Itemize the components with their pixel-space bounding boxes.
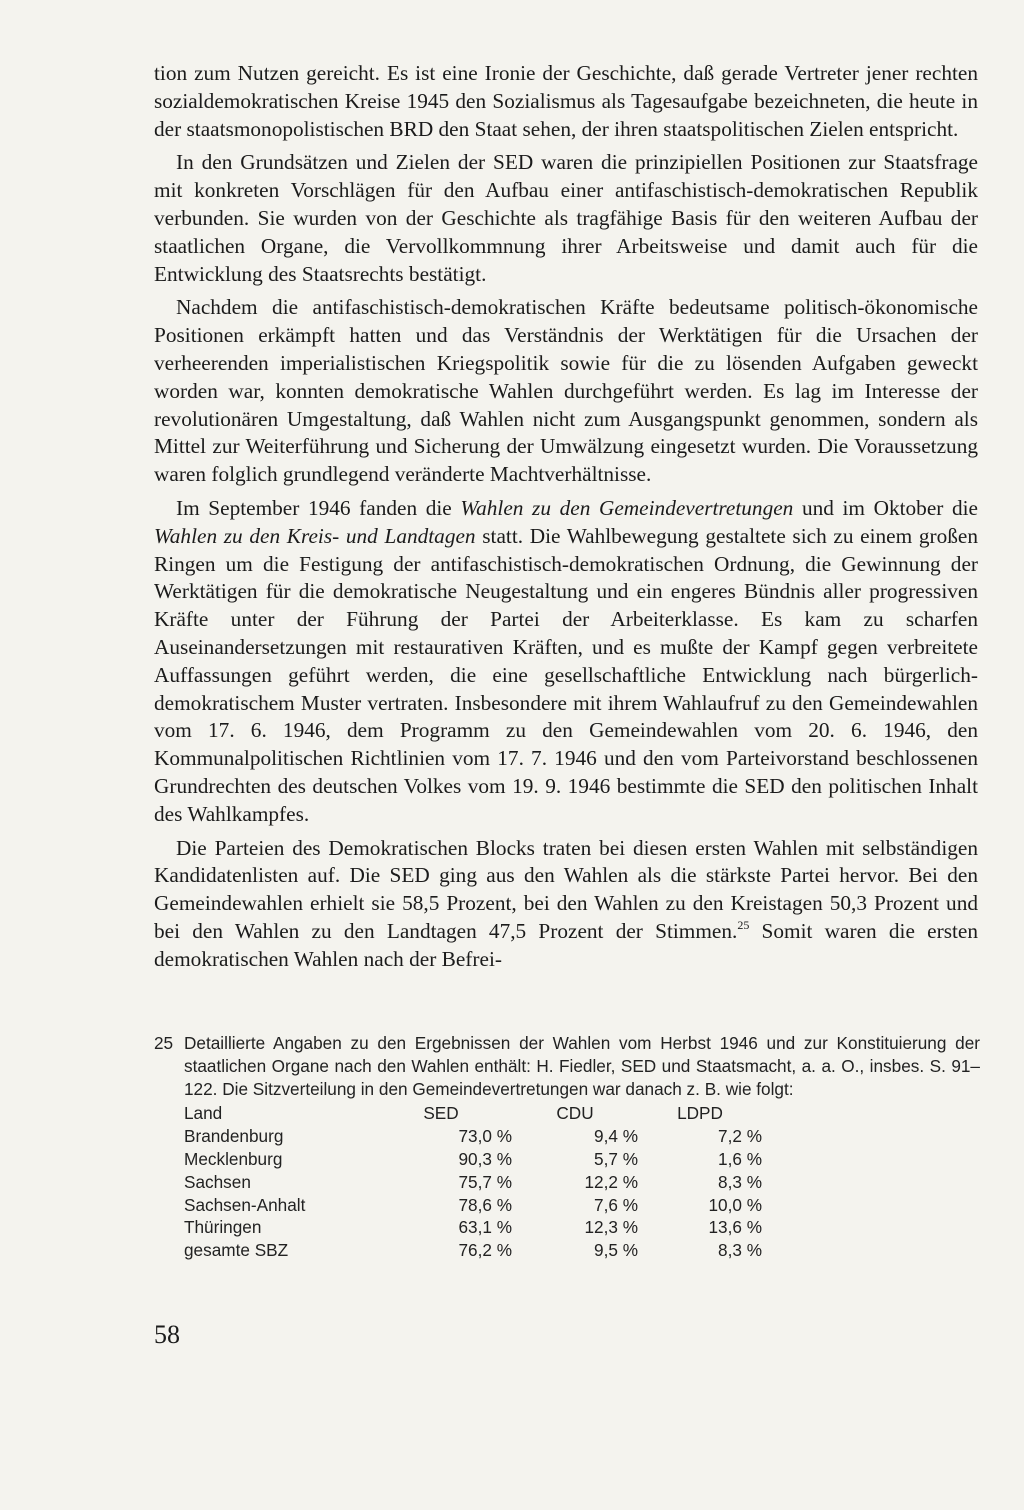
cell-sed: 63,1 %	[458, 1217, 512, 1238]
cell-sed: 76,2 %	[458, 1240, 512, 1261]
main-text	[154, 60, 978, 974]
cell-land: Mecklenburg	[184, 1148, 283, 1169]
cell-ldpd: 10,0 %	[708, 1194, 762, 1215]
paragraph-5-tail: Somit waren die ersten demokratischen Wahlen nach der Befrei-	[154, 918, 978, 971]
paragraph-5	[154, 835, 978, 974]
cell-cdu: 9,4 %	[594, 1126, 638, 1147]
cell-sed: 73,0 %	[458, 1126, 512, 1147]
table-row	[184, 1194, 762, 1217]
paragraph-4-italic-1: Wahlen zu den Gemeindevertretungen	[460, 495, 794, 520]
page-number: 58	[154, 1320, 180, 1349]
paragraph-4-text-1: Im September 1946 fanden die	[176, 495, 461, 520]
paragraph-5-text: Die Parteien des Demokratischen Blocks traten bei diesen ersten Wahlen mit selbständigen Kandidatenlisten auf. Die SED ging aus den Wahlen als die stärkste Partei hervor. Bei den Gemeindewahlen erhielt sie 58,5 Prozent, bei den Wahlen zu den Kreistagen 50,3 Prozent und bei den Wahlen zu den Landtagen 47,5 Prozent der Stimmen.	[154, 835, 978, 943]
cell-sed: 90,3 %	[458, 1148, 512, 1169]
table-row	[184, 1125, 762, 1148]
cell-land: gesamte SBZ	[184, 1240, 289, 1261]
cell-cdu: 7,6 %	[594, 1194, 638, 1215]
footnote-25	[154, 1032, 980, 1262]
cell-ldpd: 1,6 %	[718, 1148, 762, 1169]
cell-land: Brandenburg	[184, 1126, 284, 1147]
cell-cdu: 9,5 %	[594, 1240, 638, 1261]
header-cdu: CDU	[556, 1103, 594, 1124]
table-row	[184, 1216, 762, 1239]
footnote-number: 25	[154, 1033, 174, 1053]
cell-ldpd: 8,3 %	[718, 1171, 762, 1192]
header-land: Land	[184, 1103, 223, 1124]
seat-distribution-table	[184, 1102, 762, 1262]
table-header-row	[184, 1102, 762, 1125]
cell-cdu: 5,7 %	[594, 1148, 638, 1169]
cell-ldpd: 7,2 %	[718, 1126, 762, 1147]
table-row	[184, 1239, 762, 1262]
cell-sed: 75,7 %	[458, 1171, 512, 1192]
cell-cdu: 12,3 %	[584, 1217, 638, 1238]
cell-land: Thüringen	[184, 1217, 262, 1238]
table-row	[184, 1171, 762, 1194]
paragraph-4	[154, 495, 978, 829]
cell-sed: 78,6 %	[458, 1194, 512, 1215]
table-row	[184, 1148, 762, 1171]
cell-ldpd: 13,6 %	[708, 1217, 762, 1238]
header-ldpd: LDPD	[677, 1103, 723, 1124]
cell-cdu: 12,2 %	[584, 1171, 638, 1192]
paragraph-4-text-3: statt. Die Wahlbewegung gestaltete sich zu einem großen Ringen um die Festigung der antifaschistisch-demokratischen Ordnung, die Gewinnung der Werktätigen für die demokratische Neugestaltung und ein engeres Bündnis aller progressiven Kräfte unter der Führung der Partei der Arbeiterklasse. Es kam zu scharfen Auseinandersetzungen mit restaurativen Kräften, und es mußte der Kampf gegen verbreitete Auffassungen geführt werden, die eine gesellschaftliche Entwicklung nach bürgerlich-demokratischem Muster vertraten. Insbesondere mit ihrem Wahlaufruf zu den Gemeindewahlen vom 17. 6. 1946, dem Programm zu den Gemeindewahlen vom 20. 6. 1946, den Kommunalpolitischen Richtlinien vom 17. 7. 1946 und den vom Parteivorstand beschlossenen Grundrechten des deutschen Volkes vom 19. 9. 1946 bestimmte die SED den politischen Inhalt des Wahlkampfes.	[154, 523, 978, 826]
cell-land: Sachsen-Anhalt	[184, 1194, 306, 1215]
paragraph-3: Nachdem die antifaschistisch-demokratischen Kräfte bedeutsame politisch-ökonomische Positionen erkämpft hatten und das Verständnis der Werktätigen für die Ursachen der verheerenden imperialistischen Kriegspolitik sowie für die zu lösenden Aufgaben geweckt worden war, konnten demokratische Wahlen durchgeführt werden. Es lag im Interesse der revolutionären Umgestaltung, daß Wahlen nicht zum Ausgangspunkt genommen, sondern als Mittel zur Weiterführung und Sicherung der Umwälzung eingesetzt wurden. Die Voraussetzung waren folglich grundlegend veränderte Machtverhältnisse.	[154, 295, 978, 487]
paragraph-4-italic-2: Wahlen zu den Kreis- und Landtagen	[154, 523, 476, 548]
paragraph-2: In den Grundsätzen und Zielen der SED waren die prinzipiellen Positionen zur Staatsfrage mit konkreten Vorschlägen für den Aufbau einer antifaschistisch-demokratischen Republik verbunden. Sie wurden von der Geschichte als tragfähige Basis für den weiteren Aufbau der staatlichen Organe, die Vervollkommnung ihrer Arbeitsweise und damit auch für die Entwicklung des Staatsrechts bestätigt.	[154, 150, 978, 286]
header-sed: SED	[423, 1103, 459, 1124]
footnote-text: Detaillierte Angaben zu den Ergebnissen der Wahlen vom Herbst 1946 und zur Konstituierung der staatlichen Organe nach den Wahlen enthält: H. Fiedler, SED und Staatsmacht, a. a. O., insbes. S. 91–122. Die Sitzverteilung in den Gemeindevertretungen war danach z. B. wie folgt:	[184, 1033, 980, 1099]
footnote-reference: 25	[737, 917, 750, 932]
paragraph-1: tion zum Nutzen gereicht. Es ist eine Ironie der Geschichte, daß gerade Vertreter jener rechten sozialdemokratischen Kreise 1945 den Sozialismus als Tagesaufgabe bezeichneten, die heute in der staatsmonopolistischen BRD den Staat sehen, der ihren staatspolitischen Zielen entspricht.	[154, 61, 978, 141]
cell-land: Sachsen	[184, 1171, 251, 1192]
cell-ldpd: 8,3 %	[718, 1240, 762, 1261]
paragraph-4-text-2: und im Oktober die	[793, 495, 979, 520]
